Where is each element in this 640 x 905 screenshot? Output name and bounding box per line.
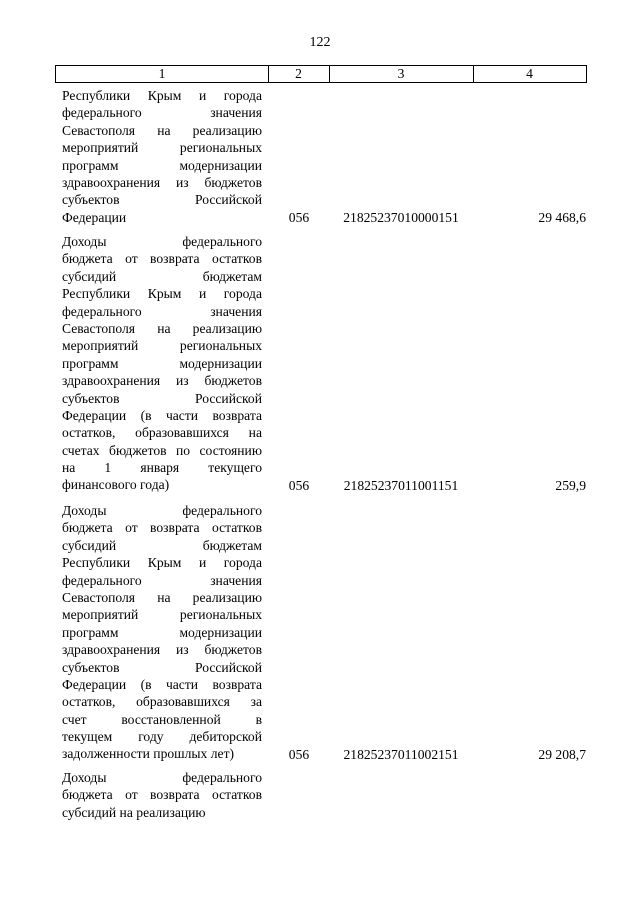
description-line: субсидий бюджетам	[62, 268, 262, 284]
page-number: 122	[309, 35, 331, 50]
description-line: Федерации (в части возврата	[62, 407, 262, 423]
description-line: Республики Крым и города	[62, 555, 262, 571]
row-description	[62, 87, 262, 226]
description-line: субсидий на реализацию	[62, 804, 206, 820]
row-description	[62, 233, 262, 494]
row-kbk: 21825237011001151	[343, 477, 459, 493]
description-line: Доходы федерального	[62, 503, 262, 518]
description-line: счет восстановленной в	[62, 711, 262, 727]
description-line: Республики Крым и города	[62, 286, 262, 302]
description-line: Федерации (в части возврата	[62, 676, 262, 692]
row-code: 056	[288, 209, 310, 225]
description-line: субъектов Российской	[62, 192, 262, 208]
description-line: субъектов Российской	[62, 659, 262, 675]
description-line: остатков, образовавшихся на	[62, 425, 262, 441]
description-line: мероприятий региональных	[62, 607, 262, 623]
description-line: на 1 января текущего	[62, 460, 262, 476]
header-col-2: 2	[268, 66, 330, 82]
header-col-3: 3	[329, 66, 474, 82]
description-line: мероприятий региональных	[62, 338, 262, 354]
description-line: бюджета от возврата остатков	[62, 251, 262, 267]
row-code: 056	[288, 477, 310, 493]
header-col-4: 4	[526, 66, 533, 81]
description-line: федерального значения	[62, 105, 262, 121]
description-line: субсидий бюджетам	[62, 537, 262, 553]
description-line: Севастополя на реализацию	[62, 320, 262, 336]
row-description	[62, 502, 262, 763]
description-line: бюджета от возврата остатков	[62, 787, 262, 803]
description-line: счетах бюджетов по состоянию	[62, 442, 262, 458]
row-kbk: 21825237011002151	[343, 746, 459, 762]
description-line: остатков, образовавшихся за	[62, 694, 262, 710]
row-code: 056	[288, 746, 310, 762]
table-header	[55, 65, 587, 83]
description-line: Доходы федерального	[62, 234, 262, 249]
description-line: мероприятий региональных	[62, 140, 262, 156]
description-line: здравоохранения из бюджетов	[62, 373, 262, 389]
description-line: Республики Крым и города	[62, 88, 262, 103]
description-line: Севастополя на реализацию	[62, 589, 262, 605]
description-line: задолженности прошлых лет)	[62, 746, 235, 762]
description-line: Федерации	[62, 209, 127, 225]
row-amount: 259,9	[555, 477, 586, 493]
description-line: текущем году дебиторской	[62, 729, 262, 745]
row-description	[62, 769, 262, 821]
description-line: Севастополя на реализацию	[62, 122, 262, 138]
description-line: финансового года)	[62, 477, 170, 493]
header-col-1: 1	[56, 66, 269, 82]
description-line: здравоохранения из бюджетов	[62, 642, 262, 658]
description-line: программ модернизации	[62, 355, 262, 371]
description-line: программ модернизации	[62, 624, 262, 640]
description-line: субъектов Российской	[62, 390, 262, 406]
description-line: здравоохранения из бюджетов	[62, 174, 262, 190]
description-line: бюджета от возврата остатков	[62, 520, 262, 536]
description-line: федерального значения	[62, 303, 262, 319]
row-amount: 29 208,7	[538, 746, 586, 762]
description-line: программ модернизации	[62, 157, 262, 173]
row-kbk: 21825237010000151	[343, 209, 459, 225]
description-line: Доходы федерального	[62, 770, 262, 785]
description-line: федерального значения	[62, 572, 262, 588]
row-amount: 29 468,6	[538, 209, 586, 225]
